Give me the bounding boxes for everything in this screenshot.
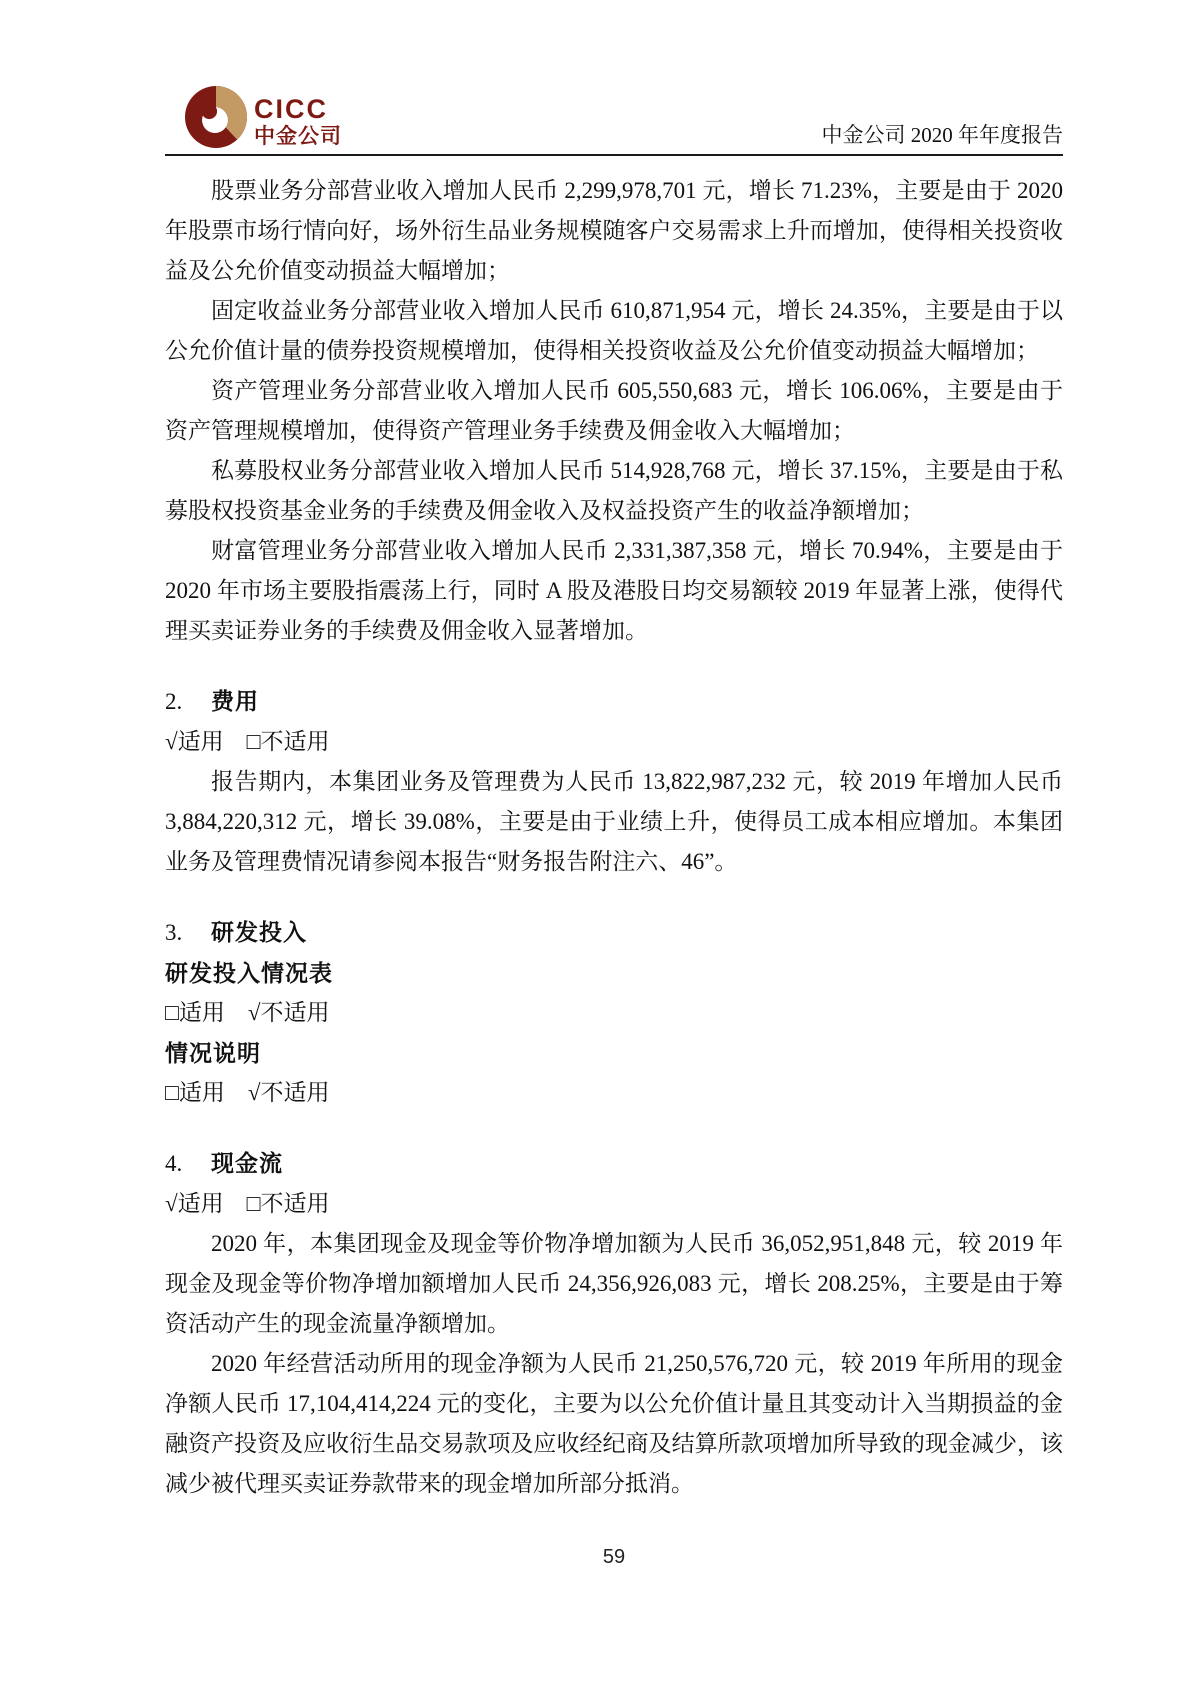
applicability-line-cashflow: √适用 □不适用 xyxy=(165,1191,330,1216)
paragraph-equities-segment: 股票业务分部营业收入增加人民币 2,299,978,701 元，增长 71.23%，主要是由于 2020 年股票市场行情向好，场外衍生品业务规模随客户交易需求上升而增加，使得相关投资收益及公允价值变动损益大幅增加； xyxy=(165,178,1063,283)
logo-text-en: CICC xyxy=(254,94,328,124)
page-number: 59 xyxy=(602,1546,626,1568)
paragraph-private-equity-segment: 私募股权业务分部营业收入增加人民币 514,928,768 元，增长 37.15%，主要是由于私募股权投资基金业务的手续费及佣金收入及权益投资产生的收益净额增加； xyxy=(165,458,1063,523)
paragraph-fixed-income-segment: 固定收益业务分部营业收入增加人民币 610,871,954 元，增长 24.35%，主要是由于以公允价值计量的债券投资规模增加，使得相关投资收益及公允价值变动损益大幅增加； xyxy=(165,298,1063,363)
section-title: 现金流 xyxy=(211,1150,283,1176)
page-content xyxy=(165,171,1063,1504)
rnd-note-label: 情况说明 xyxy=(165,1040,261,1066)
applicability-line-rnd-table: □适用 √不适用 xyxy=(165,1000,330,1025)
section-heading-rnd xyxy=(165,912,1063,953)
applicability-line-expenses: √适用 □不适用 xyxy=(165,729,330,754)
logo-text-zh: 中金公司 xyxy=(254,125,342,148)
section-heading-expenses xyxy=(165,681,1063,722)
cicc-logo xyxy=(185,86,342,148)
paragraph-asset-management-segment: 资产管理业务分部营业收入增加人民币 605,550,683 元，增长 106.06%，主要是由于资产管理规模增加，使得资产管理业务手续费及佣金收入大幅增加； xyxy=(165,378,1063,443)
paragraph-cashflow-net-increase: 2020 年，本集团现金及现金等价物净增加额为人民币 36,052,951,848 元，较 2019 年现金及现金等价物净增加额增加人民币 24,356,926,083 元，增长 208.25%，主要是由于筹资活动产生的现金流量净额增加。 xyxy=(165,1231,1063,1336)
page-header xyxy=(165,72,1063,156)
section-number: 3. xyxy=(165,920,183,945)
paragraph-expenses: 报告期内，本集团业务及管理费为人民币 13,822,987,232 元，较 2019 年增加人民币 3,884,220,312 元，增长 39.08%，主要是由于业绩上升，使得员工成本相应增加。本集团业务及管理费情况请参阅本报告“财务报告附注六、46”。 xyxy=(165,769,1063,874)
section-title: 研发投入 xyxy=(211,919,307,945)
report-title: 中金公司 2020 年年度报告 xyxy=(821,123,1063,147)
applicability-line-rnd-note: □适用 √不适用 xyxy=(165,1080,330,1105)
section-number: 4. xyxy=(165,1151,183,1176)
section-title: 费用 xyxy=(211,688,259,714)
paragraph-wealth-management-segment: 财富管理业务分部营业收入增加人民币 2,331,387,358 元，增长 70.94%，主要是由于 2020 年市场主要股指震荡上行，同时 A 股及港股日均交易额较 2019 年显著上涨，使得代理买卖证券业务的手续费及佣金收入显著增加。 xyxy=(165,538,1063,643)
paragraph-cashflow-operating: 2020 年经营活动所用的现金净额为人民币 21,250,576,720 元，较 2019 年所用的现金净额人民币 17,104,414,224 元的变化，主要为以公允价值计量且其变动计入当期损益的金融资产投资及应收衍生品交易款项及应收经纪商及结算所款项增加所导致的现金减少，该减少被代理买卖证券款带来的现金增加所部分抵消。 xyxy=(165,1351,1063,1496)
section-number: 2. xyxy=(165,689,183,714)
section-heading-cashflow xyxy=(165,1143,1063,1184)
cicc-logo-icon xyxy=(185,86,247,148)
cicc-logo-wordmark xyxy=(254,96,342,147)
rnd-table-label: 研发投入情况表 xyxy=(165,960,333,986)
